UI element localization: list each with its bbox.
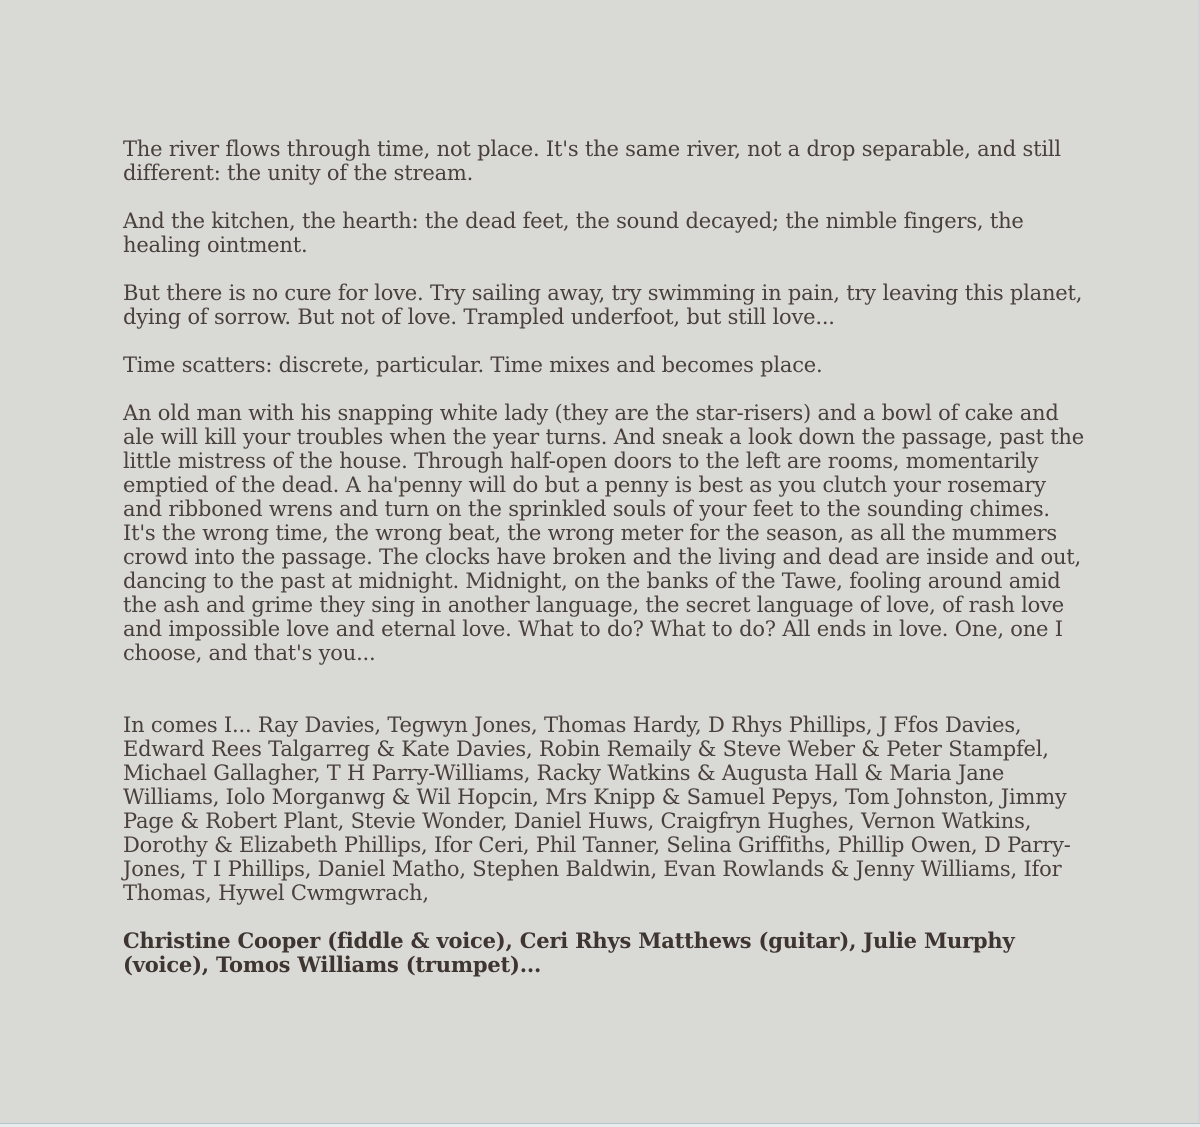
paragraph-love: But there is no cure for love. Try sailing away, try swimming in pain, try leaving this planet, dying of sorrow. But not of love. Trampled underfoot, but still love... (123, 281, 1083, 329)
performer-credits: Christine Cooper (fiddle & voice), Ceri Rhys Matthews (guitar), Julie Murphy (voice), Tomos Williams (trumpet)... (123, 928, 1015, 977)
liner-notes-text (123, 137, 1085, 1001)
paragraph-old-man: An old man with his snapping white lady (they are the star-risers) and a bowl of cake and ale will kill your troubles when the year turns. And sneak a look down the passage, past the little mistress of the house. Through half-open doors to the left are rooms, momentarily emptied of the dead. A ha'penny will do but a penny is best as you clutch your rosemary and ribboned wrens and turn on the sprinkled souls of your feet to the sounding chimes. It's the wrong time, the wrong beat, the wrong meter for the season, as all the mummers crowd into the passage. The clocks have broken and the living and dead are inside and out, dancing to the past at midnight. Midnight, on the banks of the Tawe, fooling around amid the ash and grime they sing in another language, the secret language of love, of rash love and impossible love and eternal love. What to do? What to do? All ends in love. One, one I choose, and that's you... (123, 401, 1084, 665)
paragraph-river: The river flows through time, not place. It's the same river, not a drop separable, and still different: the unity of the stream. (123, 137, 1061, 185)
paragraph-in-comes-i: In comes I... Ray Davies, Tegwyn Jones, Thomas Hardy, D Rhys Phillips, J Ffos Davies, Edward Rees Talgarreg & Kate Davies, Robin Remaily & Steve Weber & Peter Stampfel, Michael Gallagher, T H Parry-Williams, Racky Watkins & Augusta Hall & Maria Jane Williams, Iolo Morganwg & Wil Hopcin, Mrs Knipp & Samuel Pepys, Tom Johnston, Jimmy Page & Robert Plant, Stevie Wonder, Daniel Huws, Craigfryn Hughes, Vernon Watkins, Dorothy & Elizabeth Phillips, Ifor Ceri, Phil Tanner, Selina Griffiths, Phillip Owen, D Parry-Jones, T I Phillips, Daniel Matho, Stephen Baldwin, Evan Rowlands & Jenny Williams, Ifor Thomas, Hywel Cwmgwrach, (123, 713, 1071, 905)
paragraph-kitchen: And the kitchen, the hearth: the dead feet, the sound decayed; the nimble fingers, the healing ointment. (123, 209, 1024, 257)
paragraph-time: Time scatters: discrete, particular. Time mixes and becomes place. (123, 353, 823, 377)
window-bottom-edge (0, 1123, 1200, 1127)
